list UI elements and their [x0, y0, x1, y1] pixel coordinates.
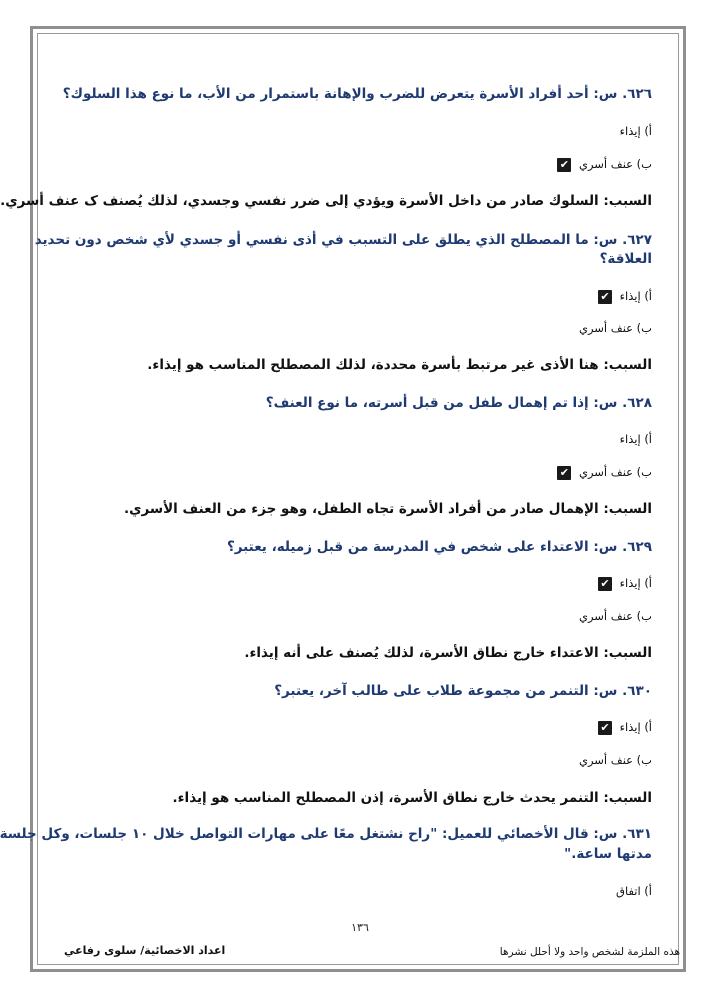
question-629: ٦٢٩. س: الاعتداء على شخص في المدرسة من قبل زميله، يعتبر؟	[226, 539, 652, 555]
q626-reason: السبب: السلوك صادر من داخل الأسرة ويؤدي إلى ضرر نفسي وجسدي، لذلك يُصنف ک عنف أسري.	[0, 193, 652, 209]
page-number: ١٣٦	[351, 921, 369, 934]
q626-option-a[interactable]: أ) إيذاء	[619, 124, 652, 138]
footer-notice: هذه الملزمة لشخص واحد ولا أحلل نشرها	[499, 946, 680, 958]
q630-reason: السبب: التنمر يحدث خارج نطاق الأسرة، إذن المصطلح المناسب هو إيذاء.	[172, 790, 652, 806]
q628-option-a[interactable]: أ) إيذاء	[619, 432, 652, 446]
q630-option-b[interactable]: ب) عنف أسري	[578, 753, 652, 767]
question-628: ٦٢٨. س: إذا تم إهمال طفل من قبل أسرته، ما نوع العنف؟	[265, 395, 652, 411]
question-627: ٦٢٧. س: ما المصطلح الذي يطلق على التسبب في أذى نفسي أو جسدي لأي شخص دون تحديد	[34, 232, 652, 248]
q630-option-a[interactable]: أ) إيذاء ✔	[598, 720, 652, 735]
checkmark-icon: ✔	[557, 466, 571, 480]
checkmark-icon: ✔	[598, 290, 612, 304]
checkmark-icon: ✔	[598, 577, 612, 591]
q627-reason: السبب: هنا الأذى غير مرتبط بأسرة محددة، لذلك المصطلح المناسب هو إيذاء.	[147, 357, 652, 373]
question-631-cont: مدتها ساعة."	[564, 846, 652, 862]
question-630: ٦٣٠. س: التنمر من مجموعة طلاب على طالب آخر، يعتبر؟	[274, 683, 652, 699]
checkmark-icon: ✔	[598, 721, 612, 735]
q627-option-a[interactable]: أ) إيذاء ✔	[598, 289, 652, 304]
q629-reason: السبب: الاعتداء خارج نطاق الأسرة، لذلك يُصنف على أنه إيذاء.	[244, 645, 652, 661]
q631-option-a[interactable]: أ) اتفاق	[616, 884, 652, 898]
question-631: ٦٣١. س: قال الأخصائي للعميل: "راح نشتغل معًا على مهارات التواصل خلال ١٠ جلسات، وكل جلسة	[0, 826, 652, 842]
q627-option-b[interactable]: ب) عنف أسري	[578, 321, 652, 335]
q626-option-b[interactable]: ب) عنف أسري ✔	[557, 157, 652, 172]
q628-option-b[interactable]: ب) عنف أسري ✔	[557, 465, 652, 480]
question-627-cont: العلاقة؟	[599, 251, 652, 267]
q628-reason: السبب: الإهمال صادر من أفراد الأسرة تجاه الطفل، وهو جزء من العنف الأسري.	[123, 501, 652, 517]
q629-option-b[interactable]: ب) عنف أسري	[578, 609, 652, 623]
footer-author: اعداد الاخصائية/ سلوى رفاعي	[64, 944, 226, 957]
q629-option-a[interactable]: أ) إيذاء ✔	[598, 576, 652, 591]
checkmark-icon: ✔	[557, 158, 571, 172]
question-626: ٦٢٦. س: أحد أفراد الأسرة يتعرض للضرب والإهانة باستمرار من الأب، ما نوع هذا السلوك؟	[62, 86, 652, 102]
